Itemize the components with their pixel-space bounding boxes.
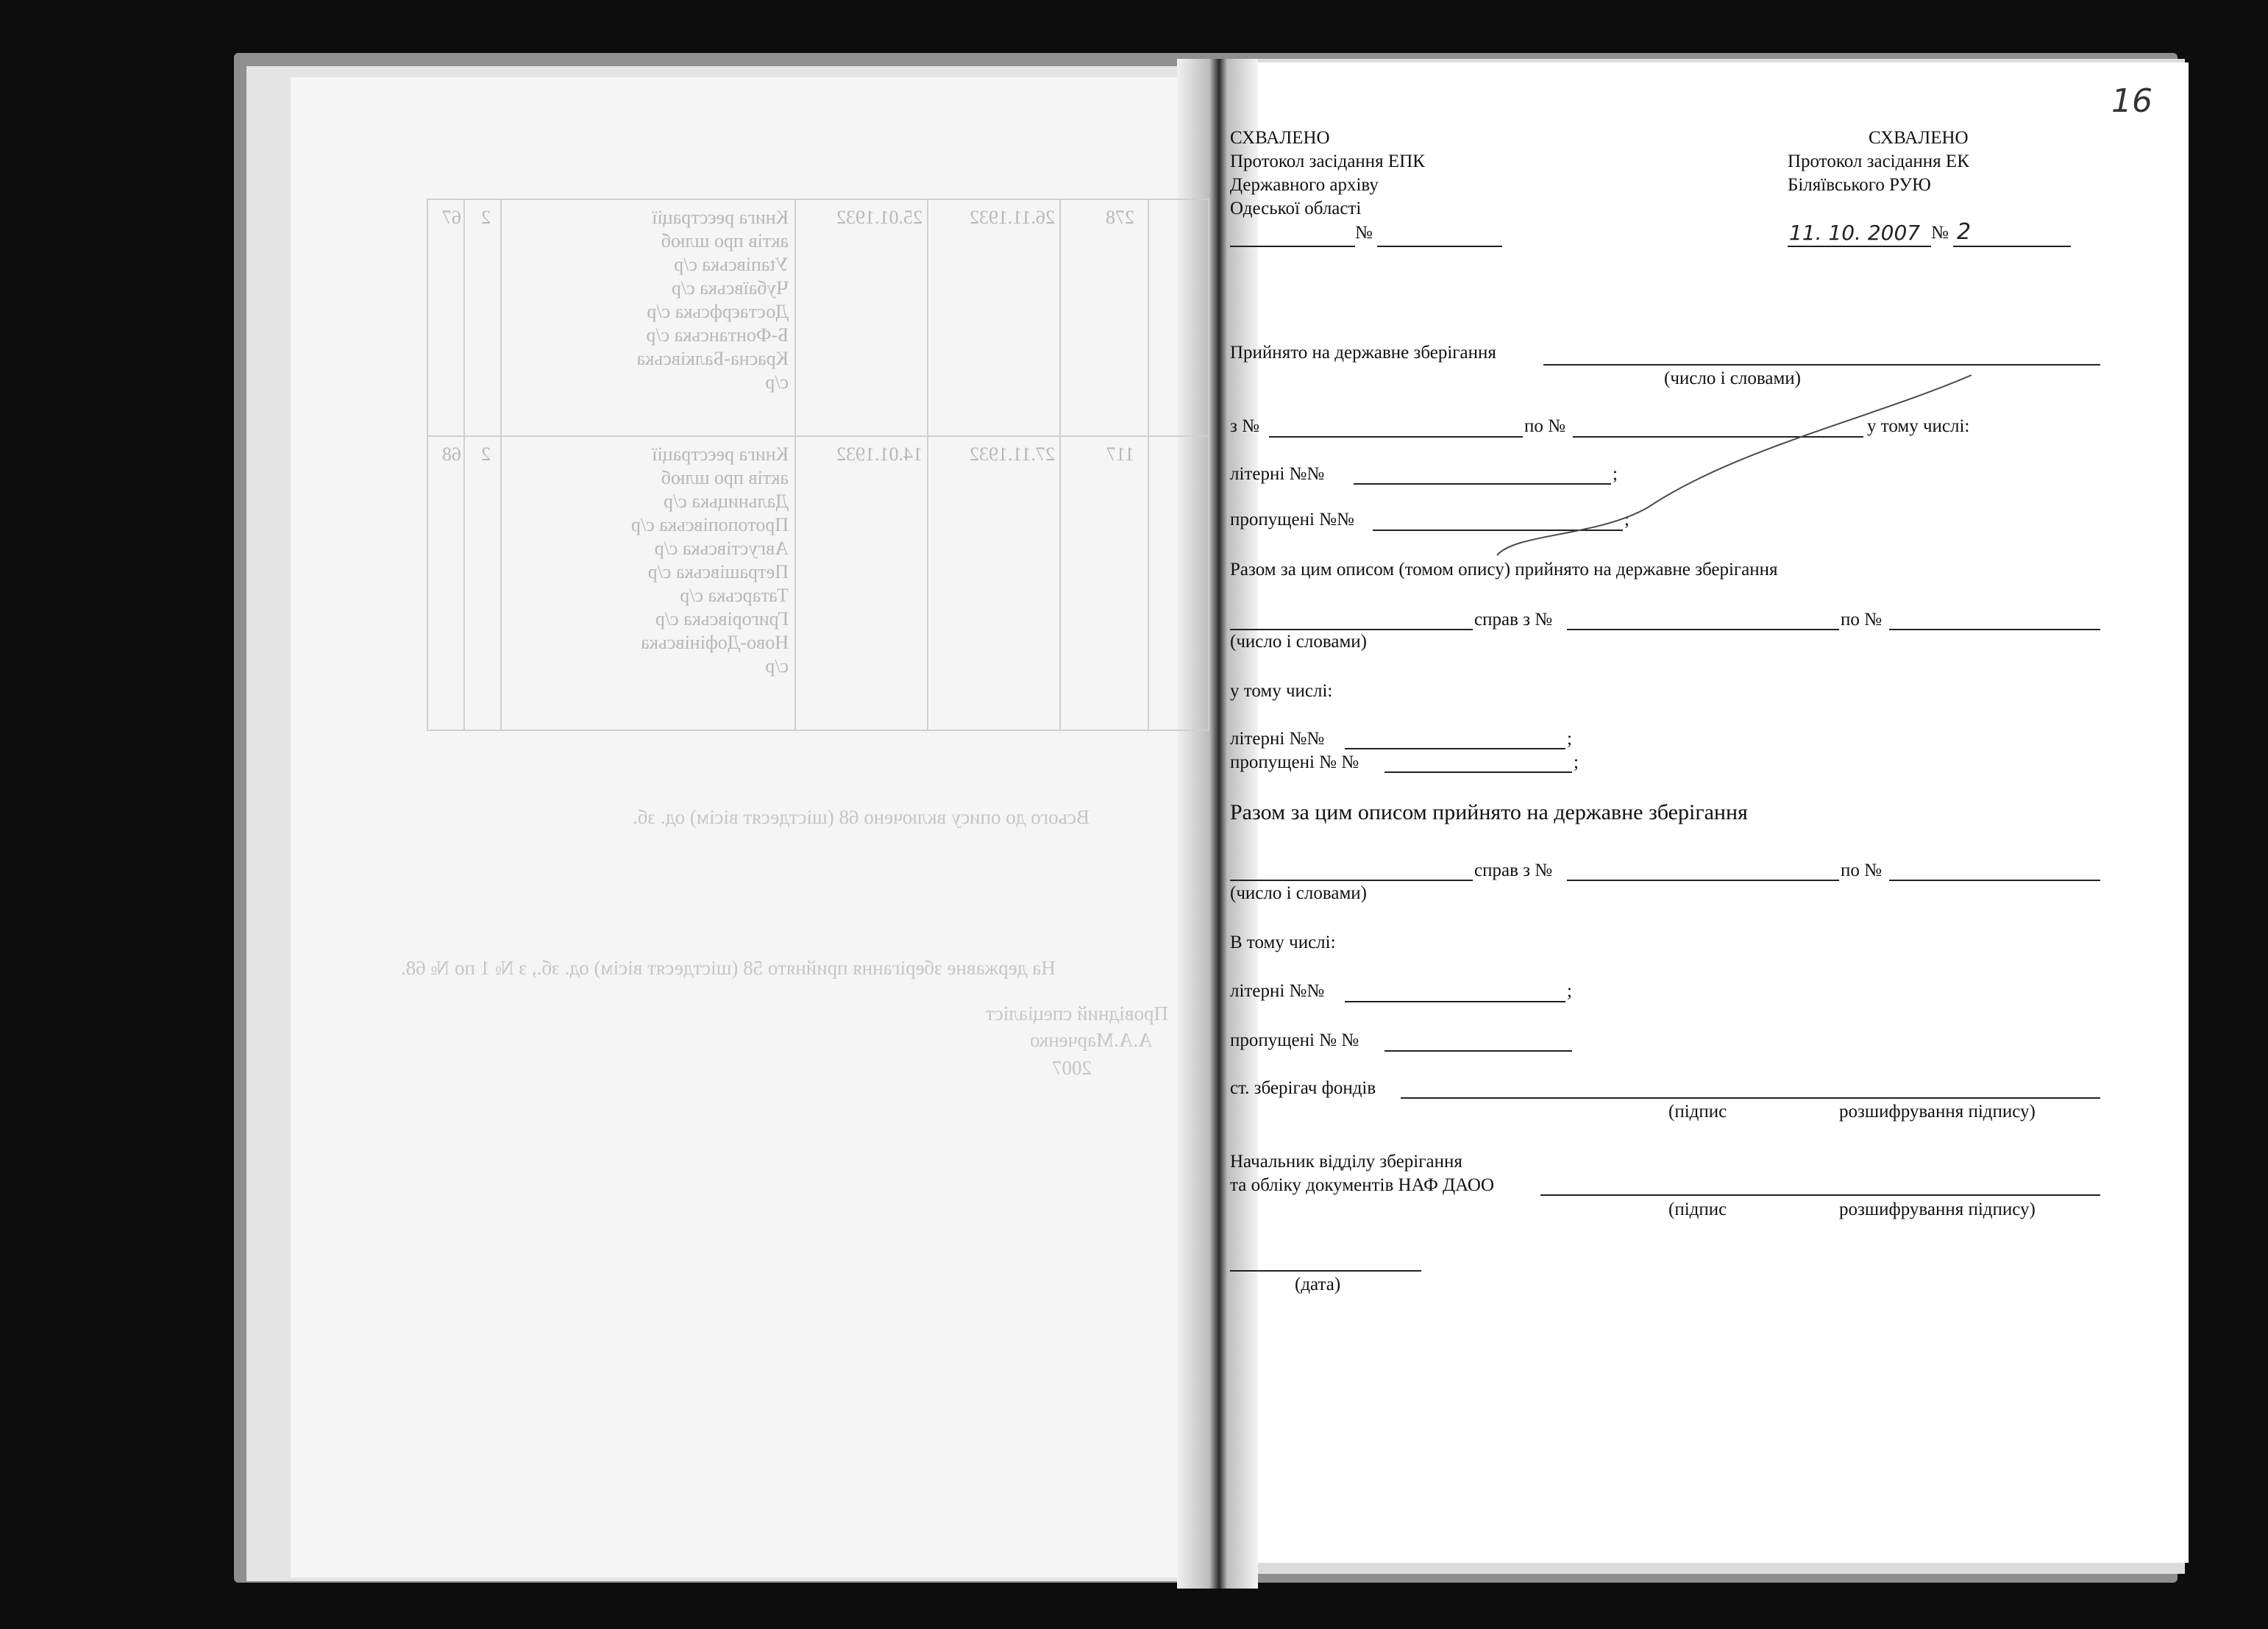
right-header-date-line: [1788, 246, 1931, 247]
ghost-row2-end: 27.11.1932: [969, 443, 1055, 465]
missing-label-1: пропущені №№: [1230, 510, 1354, 530]
ghost-specialist-name: А.А.Марченко: [1030, 1029, 1153, 1051]
total-label-large: Разом за цим описом прийнято на державне зберігання: [1230, 800, 1748, 824]
ghost-row1-end: 26.11.1932: [969, 207, 1055, 228]
cases-from-line: [1567, 629, 1839, 630]
ghost-row1-start: 25.01.1932: [836, 207, 923, 228]
ghost-row2-num: 68: [442, 443, 461, 465]
keeper-label: ст. зберігач фондів: [1230, 1078, 1376, 1098]
right-header-line-1: Протокол засідання ЕК: [1788, 152, 1969, 171]
head-label-1: Начальник відділу зберігання: [1230, 1152, 1462, 1172]
right-header-line-2: Біляївського РУЮ: [1788, 175, 1931, 195]
accepted-count-line: [1543, 364, 2100, 366]
semicolon-1: ;: [1613, 464, 1618, 484]
number-words-caption-2: (число і словами): [1230, 632, 1367, 652]
semicolon-2: ;: [1624, 510, 1629, 530]
left-header-number-line: [1377, 246, 1502, 247]
head-label-2: та обліку документів НАФ ДАОО: [1230, 1175, 1495, 1195]
missing-label-3: пропущені № №: [1230, 1030, 1359, 1050]
ghost-specialist: Провідний спеціаліст: [986, 1002, 1168, 1024]
left-header-line-1: Протокол засідання ЕПК: [1230, 152, 1425, 171]
letter-line-3: [1345, 1001, 1565, 1002]
page-number: 16: [2111, 82, 2153, 120]
cancel-stroke: [1457, 368, 1986, 559]
signature-caption-2: (підпис: [1668, 1200, 1727, 1219]
left-header-number-sign: №: [1355, 223, 1373, 243]
date-caption: (дата): [1295, 1275, 1341, 1294]
cases-count-line-2: [1230, 880, 1473, 881]
to-label-3: по №: [1841, 860, 1882, 880]
right-header-number-sign: №: [1931, 223, 1949, 243]
date-line: [1230, 1270, 1421, 1272]
accepted-label: Прийнято на державне зберігання: [1230, 343, 1496, 363]
including-label-2: у тому числі:: [1230, 681, 1333, 701]
semicolon-4: ;: [1574, 752, 1579, 772]
signature-decode-caption-2: розшифрування підпису): [1839, 1200, 2036, 1219]
semicolon-5: ;: [1567, 981, 1572, 1001]
number-words-caption-3: (число і словами): [1230, 883, 1367, 903]
cases-to-line-2: [1889, 880, 2100, 881]
letter-label-3: літерні №№: [1230, 981, 1325, 1001]
left-header-line-3: Одеської області: [1230, 199, 1362, 218]
keeper-signature-line: [1401, 1097, 2100, 1099]
cases-from-line-2: [1567, 880, 1839, 881]
right-header-handwritten-date: 11. 10. 2007: [1789, 221, 1921, 245]
semicolon-3: ;: [1567, 729, 1572, 749]
ghost-row2-col2: 2: [481, 443, 491, 465]
ghost-row2-title: Книга реєстрації актів про шлюб Дальницька с/р Протопопівська с/р Августівська с/р Петрашівська с/р Татарська с/р Григорівська с/р Ново-Дофінівська с/р: [630, 443, 789, 677]
total-inventory-label: Разом за цим описом (томом опису) прийнято на державне зберігання: [1230, 560, 1778, 580]
cases-to-line: [1889, 629, 2100, 630]
signature-decode-caption-1: розшифрування підпису): [1839, 1102, 2036, 1122]
cases-from-label: справ з №: [1474, 610, 1553, 630]
ghost-row1-pages: 278: [1106, 207, 1134, 228]
to-label-2: по №: [1841, 610, 1882, 630]
ghost-row1-col2: 2: [481, 207, 491, 228]
right-header-handwritten-number: 2: [1957, 219, 1972, 245]
ghost-year: 2007: [1052, 1057, 1092, 1079]
left-header-title: СХВАЛЕНО: [1230, 128, 1330, 148]
ghost-row2-start: 14.01.1932: [836, 443, 923, 465]
from-label: з №: [1230, 416, 1259, 436]
missing-line-2: [1384, 771, 1572, 773]
cases-count-line: [1230, 629, 1473, 630]
including-label-3: В тому числі:: [1230, 933, 1336, 952]
number-words-caption-1: (число і словами): [1664, 368, 1801, 388]
to-label: по №: [1524, 416, 1565, 436]
letter-line-2: [1345, 748, 1565, 749]
head-signature-line: [1540, 1194, 2100, 1196]
including-label: у тому числі:: [1867, 416, 1970, 436]
cases-from-label-2: справ з №: [1474, 860, 1553, 880]
missing-line-3: [1384, 1050, 1572, 1052]
missing-label-2: пропущені № №: [1230, 752, 1359, 772]
ghost-row1-num: 67: [442, 207, 461, 228]
signature-caption-1: (підпис: [1668, 1102, 1727, 1122]
left-header-line-2: Державного архіву: [1230, 175, 1379, 195]
ghost-row1-title: Книга реєстрації актів про шлюб Уtaпiвська с/р Чубаївська с/р Достаєрфська с/р Б-Фонтанська с/р Красна-Балківська с/р: [636, 207, 789, 393]
ghost-table: [427, 199, 1209, 731]
right-header-title: СХВАЛЕНО: [1869, 128, 1969, 148]
left-header-date-line: [1230, 246, 1355, 247]
ghost-row2-pages: 117: [1106, 443, 1134, 465]
right-header-number-line: [1953, 246, 2071, 247]
letter-label-2: літерні №№: [1230, 729, 1325, 749]
letter-label-1: літерні №№: [1230, 464, 1325, 484]
ghost-total-line: Всього до опису включено 68 (шістдесят вісім) од. зб.: [633, 806, 1089, 828]
ghost-accepted-line: На державне зберігання прийнято 58 (шістдесят вісім) од. зб., з № 1 по № 68.: [401, 957, 1056, 979]
